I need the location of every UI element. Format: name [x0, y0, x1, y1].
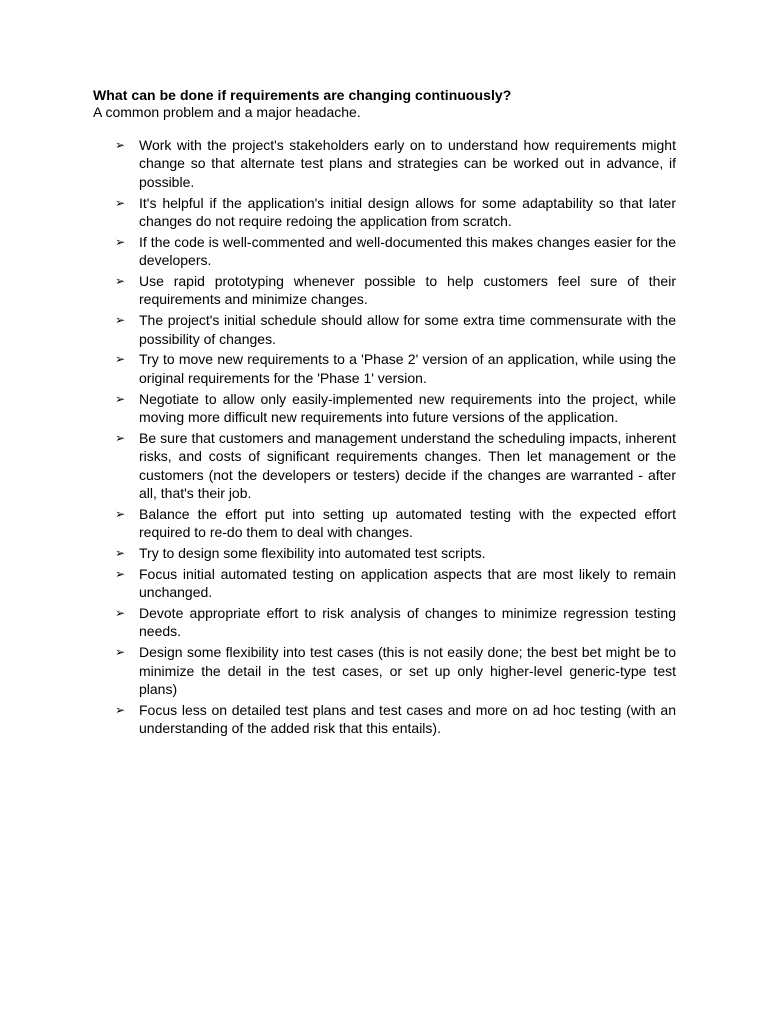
bullet-item — [93, 701, 676, 738]
bullet-text: Be sure that customers and management understand the scheduling impacts, inherent risks, and costs of significant requirements changes. Then let management or the customers (not the developers or testers) decide if the changes are warranted - after all, that's their job. — [139, 429, 676, 502]
bullet-text: The project's initial schedule should allow for some extra time commensurate with the possibility of changes. — [139, 312, 676, 347]
document-subtitle: A common problem and a major headache. — [93, 104, 361, 120]
bullet-text: Focus initial automated testing on application aspects that are most likely to remain unchanged. — [139, 565, 676, 601]
bullet-text: Focus less on detailed test plans and test cases and more on ad hoc testing (with an understanding of the added risk that this entails). — [139, 701, 676, 737]
bullet-item — [93, 390, 676, 427]
bullet-item — [93, 311, 676, 348]
bullet-text: Balance the effort put into setting up automated testing with the expected effort required to re-do them to deal with changes. — [139, 505, 676, 541]
bullet-item — [93, 565, 676, 602]
arrow-bullet-icon: ➢ — [115, 391, 126, 406]
document-content — [93, 87, 676, 740]
arrow-bullet-icon: ➢ — [115, 566, 126, 581]
bullet-item — [93, 136, 676, 191]
arrow-bullet-icon: ➢ — [115, 430, 126, 445]
bullet-item — [93, 272, 676, 309]
arrow-bullet-icon: ➢ — [115, 138, 126, 152]
bullet-item — [93, 429, 676, 503]
bullet-text: Work with the project's stakeholders early on to understand how requirements might change so that alternate test plans and strategies can be worked out in advance, if possible. — [139, 137, 676, 190]
bullet-text: Try to design some flexibility into automated test scripts. — [139, 545, 486, 562]
bullet-item — [93, 194, 676, 231]
bullet-item — [93, 544, 676, 562]
bullet-text: Design some flexibility into test cases (this is not easily done; the best bet might be to minimize the detail in the test cases, or set up only higher-level generic-type test plans) — [139, 644, 676, 698]
arrow-bullet-icon: ➢ — [115, 702, 126, 717]
bullet-text: If the code is well-commented and well-documented this makes changes easier for the developers. — [139, 233, 676, 269]
bullet-text: Negotiate to allow only easily-implemented new requirements into the project, while moving more difficult new requirements into future versions of the application. — [139, 390, 676, 426]
bullet-item — [93, 505, 676, 542]
bullet-item — [93, 604, 676, 641]
bullet-text: Use rapid prototyping whenever possible to help customers feel sure of their requirements and minimize changes. — [139, 273, 676, 308]
bullet-text: It's helpful if the application's initial design allows for some adaptability so that later changes do not require redoing the application from scratch. — [139, 194, 676, 230]
bullet-list — [93, 136, 676, 738]
document-title: What can be done if requirements are changing continuously? — [93, 87, 512, 103]
arrow-bullet-icon: ➢ — [115, 606, 126, 621]
arrow-bullet-icon: ➢ — [115, 506, 126, 521]
bullet-text: Try to move new requirements to a 'Phase 2' version of an application, while using the original requirements for the 'Phase 1' version. — [139, 351, 676, 386]
arrow-bullet-icon: ➢ — [115, 195, 126, 210]
arrow-bullet-icon: ➢ — [115, 546, 126, 561]
bullet-text: Devote appropriate effort to risk analysis of changes to minimize regression testing needs. — [139, 605, 676, 640]
bullet-item — [93, 350, 676, 387]
arrow-bullet-icon: ➢ — [115, 645, 126, 660]
bullet-item — [93, 233, 676, 270]
arrow-bullet-icon: ➢ — [115, 234, 126, 249]
arrow-bullet-icon: ➢ — [115, 313, 126, 328]
bullet-item — [93, 643, 676, 698]
arrow-bullet-icon: ➢ — [115, 274, 126, 289]
arrow-bullet-icon: ➢ — [115, 352, 126, 367]
